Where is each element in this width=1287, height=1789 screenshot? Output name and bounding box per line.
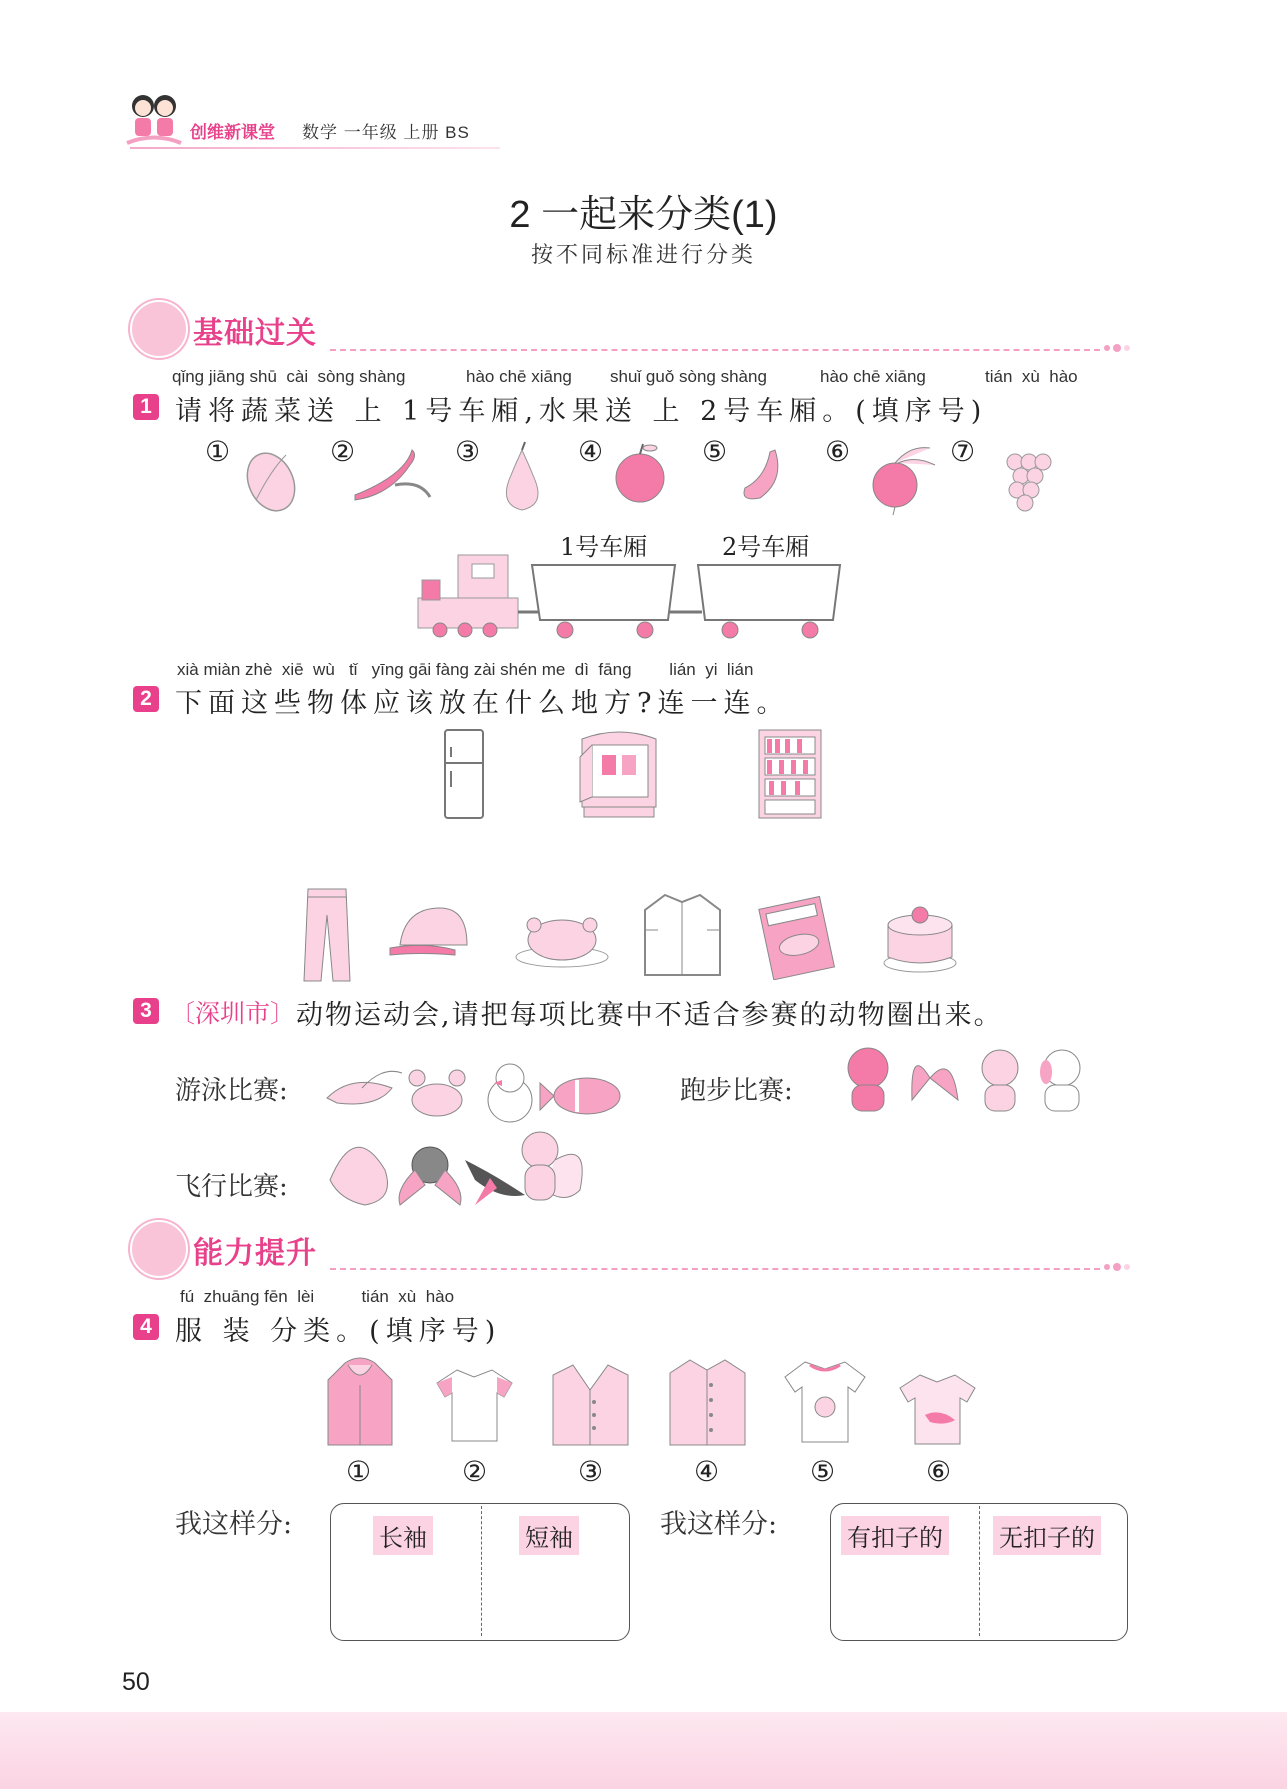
book-icon[interactable] [755, 890, 840, 980]
flying-animals [325, 1120, 595, 1210]
footer-band [0, 1712, 1287, 1789]
q2-pinyin: xià miàn zhè xiē wù tǐ yīng gāi fàng zài shén me dì fāng lián yi lián [177, 660, 754, 679]
squirrel-icon [522, 1132, 582, 1200]
grapes-icon [997, 440, 1057, 515]
q1-pinyin-1: qǐng jiāng shū cài sòng shàng [172, 367, 406, 386]
monkey-icon [982, 1050, 1018, 1111]
kids-logo-icon [125, 88, 183, 148]
region-tag: 〔深圳市〕 [170, 999, 296, 1028]
cat-tshirt-icon [780, 1357, 870, 1447]
tshirt-icon [432, 1365, 517, 1445]
item-label-5: ⑤ [702, 435, 728, 468]
section-divider [330, 349, 1100, 351]
car-2-label: 2号车厢 [722, 533, 810, 561]
cap-icon[interactable] [385, 900, 480, 965]
swimming-label: 游泳比赛: [175, 1076, 288, 1106]
section-advanced-icon [130, 1220, 188, 1278]
pear-icon [495, 440, 550, 515]
roast-chicken-icon[interactable] [512, 905, 612, 970]
question-number-3: 3 [133, 998, 159, 1024]
sort-box-divider-2 [979, 1506, 980, 1636]
jacket-icon[interactable] [640, 890, 725, 980]
clownfish-icon [540, 1078, 620, 1114]
clothing-label-1: ① [346, 1455, 372, 1488]
shrimp-icon [327, 1071, 402, 1104]
puppy-icon [1040, 1050, 1080, 1111]
eggplant-icon [735, 440, 790, 505]
sort-box-sleeve[interactable] [330, 1503, 630, 1641]
clothing-label-5: ⑤ [810, 1455, 836, 1488]
swimming-animals [322, 1058, 632, 1128]
wardrobe-icon[interactable] [572, 727, 667, 822]
brand-name: 创维新课堂 [190, 123, 275, 142]
header-divider [130, 147, 500, 149]
q1-pinyin-2: hào chē xiāng [466, 367, 572, 386]
cabbage-icon [236, 440, 306, 515]
decor-dots-icon-2 [1102, 1259, 1132, 1275]
page-title: 2 一起来分类(1) [509, 194, 778, 236]
bookshelf-icon[interactable] [755, 727, 825, 822]
item-label-7: ⑦ [950, 435, 976, 468]
sort-prompt-1: 我这样分: [175, 1509, 293, 1540]
q2-text: 下面这些物体应该放在什么地方?连一连。 [175, 688, 790, 719]
running-label: 跑步比赛: [680, 1076, 793, 1106]
item-label-2: ② [330, 435, 356, 468]
page-number: 50 [122, 1668, 150, 1696]
eagle-icon [330, 1147, 388, 1205]
chili-pepper-icon [350, 445, 440, 510]
pink-tshirt-icon [895, 1370, 980, 1448]
clothing-label-4: ④ [694, 1455, 720, 1488]
decor-dots-icon [1102, 340, 1132, 356]
cake-icon[interactable] [880, 895, 960, 975]
clothing-label-2: ② [462, 1455, 488, 1488]
butterfly-icon [912, 1066, 958, 1100]
refrigerator-icon[interactable] [440, 727, 490, 822]
page-subtitle: 按不同标准进行分类 [530, 243, 756, 268]
question-number-2: 2 [133, 686, 159, 712]
apple-icon [610, 440, 670, 505]
question-number-4: 4 [133, 1314, 159, 1340]
question-number-1: 1 [133, 394, 159, 420]
item-label-1: ① [205, 435, 231, 468]
cardigan-icon [548, 1360, 633, 1450]
clothing-label-3: ③ [578, 1455, 604, 1488]
item-label-4: ④ [578, 435, 604, 468]
pants-icon[interactable] [300, 885, 355, 985]
category-with-buttons: 有扣子的 [841, 1516, 949, 1555]
category-long-sleeve: 长袖 [373, 1516, 433, 1555]
q4-pinyin: fú zhuāng fēn lèi tián xù hào [180, 1287, 455, 1306]
radish-icon [860, 440, 940, 515]
section-advanced-title: 能力提升 [193, 1237, 317, 1270]
course-info: 数学 一年级 上册 BS [302, 123, 470, 142]
crab-icon [409, 1070, 465, 1116]
section-basic-title: 基础过关 [193, 317, 317, 350]
clothing-label-6: ⑥ [926, 1455, 952, 1488]
chick-icon [488, 1064, 532, 1122]
item-label-6: ⑥ [825, 435, 851, 468]
running-animals [840, 1040, 1090, 1115]
q1-text: 请将蔬菜送 上 1号车厢,水果送 上 2号车厢。(填序号) [175, 396, 988, 427]
sort-box-buttons[interactable] [830, 1503, 1128, 1641]
flying-label: 飞行比赛: [175, 1172, 288, 1202]
section-basic-icon [130, 300, 188, 358]
item-label-3: ③ [455, 435, 481, 468]
category-short-sleeve: 短袖 [519, 1516, 579, 1555]
bat-icon [399, 1147, 461, 1205]
car-1-label: 1号车厢 [560, 533, 648, 561]
sort-box-divider [481, 1506, 482, 1636]
shirt-jacket-icon [665, 1355, 750, 1450]
hoodie-icon [320, 1355, 400, 1450]
q3-text: 动物运动会,请把每项比赛中不适合参赛的动物圈出来。 [296, 1000, 1003, 1031]
category-without-buttons: 无扣子的 [993, 1516, 1101, 1555]
swallow-icon [465, 1160, 525, 1205]
cat-icon [848, 1048, 888, 1111]
q1-pinyin-4: hào chē xiāng [820, 367, 926, 386]
q1-pinyin-5: tián xù hào [985, 367, 1078, 386]
q1-pinyin-3: shuǐ guǒ sòng shàng [610, 367, 767, 386]
train-illustration [410, 550, 850, 645]
sort-prompt-2: 我这样分: [660, 1509, 778, 1540]
q4-text: 服 装 分类。(填序号) [175, 1316, 502, 1347]
section-divider-2 [330, 1268, 1100, 1270]
